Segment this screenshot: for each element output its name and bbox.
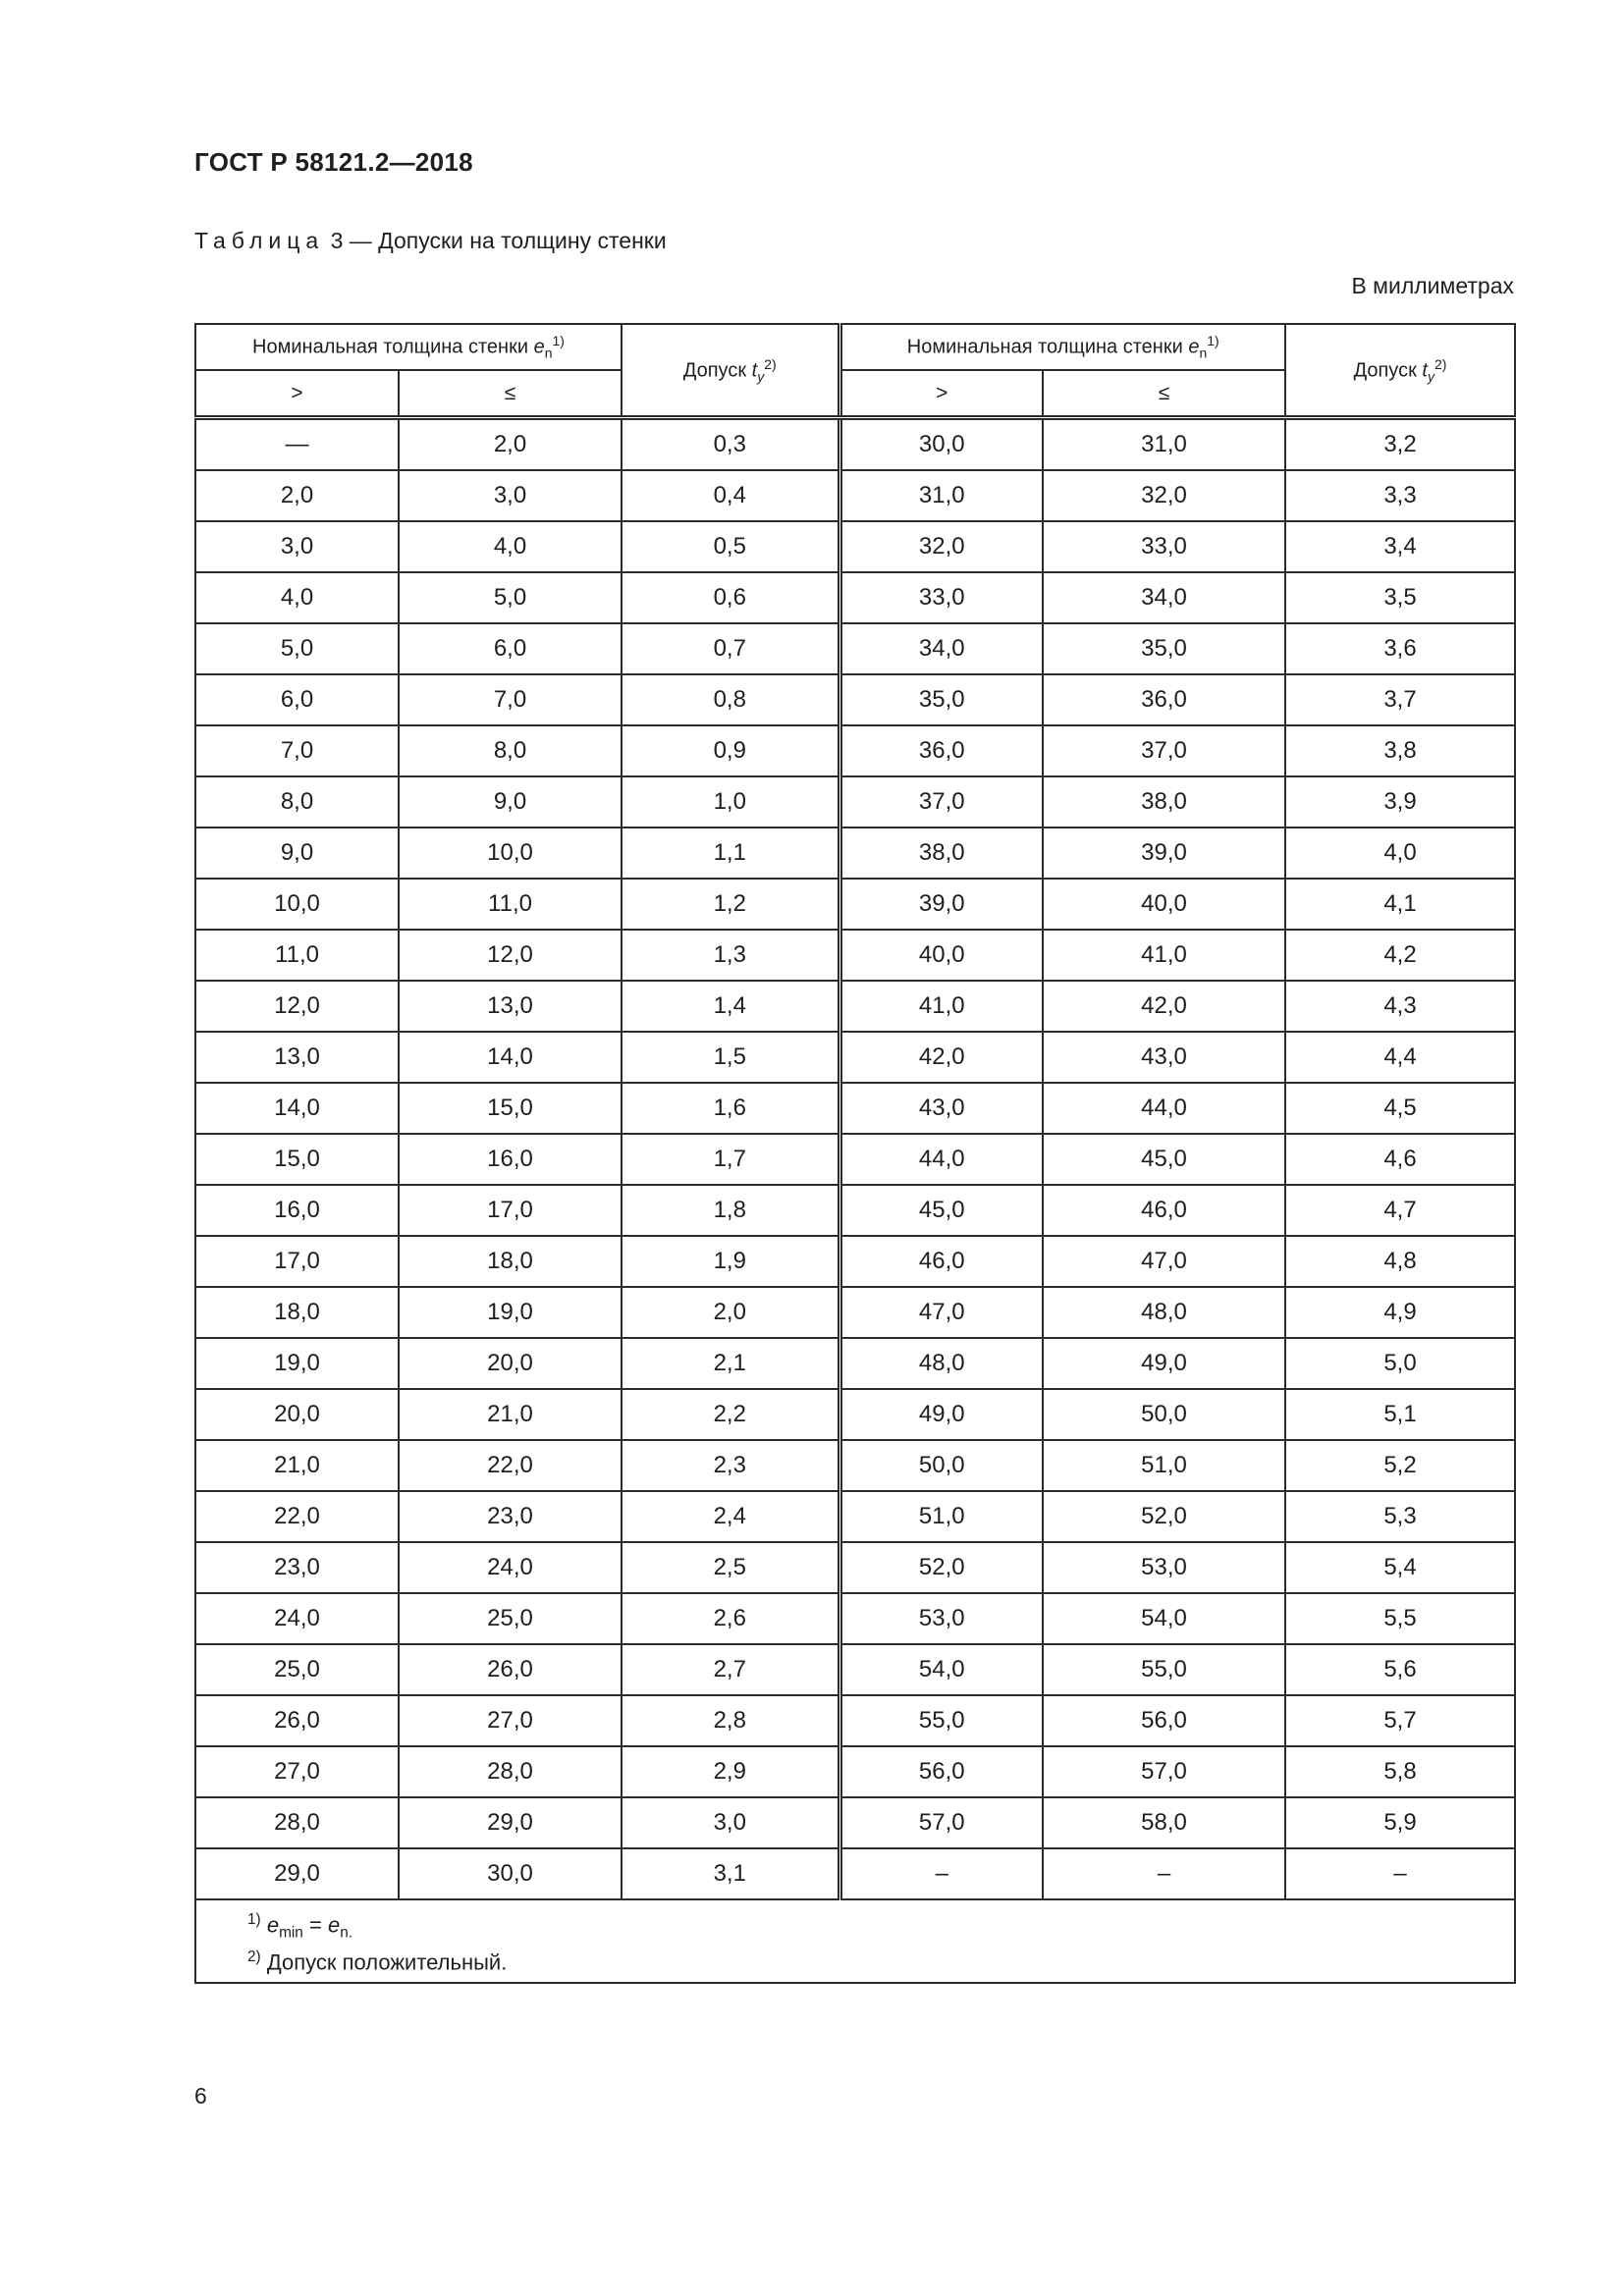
table-cell: 5,0	[399, 572, 622, 623]
table-cell: 2,3	[622, 1440, 839, 1491]
table-cell: 52,0	[839, 1542, 1043, 1593]
table-cell: 5,3	[1285, 1491, 1515, 1542]
table-cell: 4,7	[1285, 1185, 1515, 1236]
less-equal-header-right: ≤	[1043, 370, 1285, 418]
table-cell: 37,0	[839, 776, 1043, 828]
table-cell: 38,0	[1043, 776, 1285, 828]
table-cell: 4,0	[399, 521, 622, 572]
table-cell: 5,7	[1285, 1695, 1515, 1746]
table-cell: 2,2	[622, 1389, 839, 1440]
table-cell: 56,0	[839, 1746, 1043, 1797]
table-caption-title: 3 — Допуски на толщину стенки	[330, 228, 667, 253]
table-cell: 41,0	[839, 981, 1043, 1032]
table-cell: 43,0	[1043, 1032, 1285, 1083]
table-cell: 44,0	[1043, 1083, 1285, 1134]
table-cell: 6,0	[195, 674, 399, 725]
table-cell: 52,0	[1043, 1491, 1285, 1542]
table-cell: 5,9	[1285, 1797, 1515, 1848]
tolerance-table	[194, 323, 1516, 1984]
table-row	[195, 1134, 1515, 1185]
table-cell: 2,9	[622, 1746, 839, 1797]
nominal-thickness-header-left: Номинальная толщина стенки $e_n^{1)}$	[195, 324, 622, 370]
table-cell: 23,0	[399, 1491, 622, 1542]
table-cell: 44,0	[839, 1134, 1043, 1185]
table-cell: 5,2	[1285, 1440, 1515, 1491]
table-cell: 56,0	[1043, 1695, 1285, 1746]
table-row	[195, 1644, 1515, 1695]
table-cell: 3,9	[1285, 776, 1515, 828]
table-cell: 53,0	[1043, 1542, 1285, 1593]
note-1: $^{1)}$ $e_{min} = e_{n.}$	[247, 1911, 353, 1942]
table-cell: 3,0	[399, 470, 622, 521]
table-cell: 45,0	[1043, 1134, 1285, 1185]
table-cell: 1,1	[622, 828, 839, 879]
table-cell: —	[195, 418, 399, 471]
table-cell: 4,6	[1285, 1134, 1515, 1185]
table-row	[195, 879, 1515, 930]
table-cell: 1,8	[622, 1185, 839, 1236]
table-cell: 0,8	[622, 674, 839, 725]
table-cell: 4,1	[1285, 879, 1515, 930]
table-cell: 1,7	[622, 1134, 839, 1185]
table-cell: 4,8	[1285, 1236, 1515, 1287]
table-body	[195, 418, 1515, 1984]
table-cell: 3,6	[1285, 623, 1515, 674]
document-code: ГОСТ Р 58121.2—2018	[194, 147, 473, 177]
table-cell: –	[1043, 1848, 1285, 1899]
table-cell: 36,0	[1043, 674, 1285, 725]
table-cell: 19,0	[195, 1338, 399, 1389]
table-row	[195, 1491, 1515, 1542]
table-cell: 31,0	[1043, 418, 1285, 471]
table-cell: 14,0	[399, 1032, 622, 1083]
table-cell: 1,3	[622, 930, 839, 981]
table-cell: 6,0	[399, 623, 622, 674]
table-notes	[195, 1899, 1515, 1983]
table-cell: 12,0	[399, 930, 622, 981]
table-cell: 4,2	[1285, 930, 1515, 981]
table-row	[195, 1797, 1515, 1848]
table-cell: 3,1	[622, 1848, 839, 1899]
table-cell: 43,0	[839, 1083, 1043, 1134]
table-cell: 42,0	[1043, 981, 1285, 1032]
table-cell: 25,0	[195, 1644, 399, 1695]
table-cell: 20,0	[195, 1389, 399, 1440]
table-cell: 33,0	[1043, 521, 1285, 572]
table-row	[195, 1695, 1515, 1746]
table-cell: 4,4	[1285, 1032, 1515, 1083]
table-cell: 13,0	[399, 981, 622, 1032]
table-cell: 46,0	[1043, 1185, 1285, 1236]
table-cell: 4,9	[1285, 1287, 1515, 1338]
table-cell: 57,0	[1043, 1746, 1285, 1797]
table-cell: 0,4	[622, 470, 839, 521]
table-caption	[194, 228, 667, 254]
table-cell: 55,0	[839, 1695, 1043, 1746]
table-row	[195, 674, 1515, 725]
table-cell: 31,0	[839, 470, 1043, 521]
table-cell: 58,0	[1043, 1797, 1285, 1848]
table-cell: 0,9	[622, 725, 839, 776]
table-cell: 4,0	[1285, 828, 1515, 879]
table-cell: 1,4	[622, 981, 839, 1032]
table-cell: 45,0	[839, 1185, 1043, 1236]
table-cell: 26,0	[195, 1695, 399, 1746]
table-cell: 3,4	[1285, 521, 1515, 572]
table-cell: 9,0	[399, 776, 622, 828]
units-note: В миллиметрах	[1351, 273, 1514, 298]
table-cell: 3,8	[1285, 725, 1515, 776]
table-cell: 17,0	[399, 1185, 622, 1236]
table-cell: 21,0	[195, 1440, 399, 1491]
table-cell: 15,0	[195, 1134, 399, 1185]
greater-than-header-right: >	[839, 370, 1043, 418]
table-row	[195, 1542, 1515, 1593]
table-cell: 40,0	[839, 930, 1043, 981]
table-cell: 39,0	[1043, 828, 1285, 879]
table-cell: 46,0	[839, 1236, 1043, 1287]
table-row	[195, 1848, 1515, 1899]
table-cell: 13,0	[195, 1032, 399, 1083]
table-cell: 5,5	[1285, 1593, 1515, 1644]
table-cell: 14,0	[195, 1083, 399, 1134]
page-number: 6	[194, 2083, 207, 2109]
table-row	[195, 930, 1515, 981]
table-cell: 24,0	[399, 1542, 622, 1593]
table-row	[195, 1746, 1515, 1797]
table-cell: 4,0	[195, 572, 399, 623]
table-cell: 34,0	[839, 623, 1043, 674]
table-cell: 34,0	[1043, 572, 1285, 623]
table-row	[195, 1032, 1515, 1083]
table-cell: 2,0	[195, 470, 399, 521]
table-cell: 2,8	[622, 1695, 839, 1746]
table-cell: 55,0	[1043, 1644, 1285, 1695]
table-cell: –	[839, 1848, 1043, 1899]
table-cell: –	[1285, 1848, 1515, 1899]
table-cell: 49,0	[839, 1389, 1043, 1440]
table-cell: 7,0	[399, 674, 622, 725]
table-cell: 2,0	[399, 418, 622, 471]
table-cell: 27,0	[195, 1746, 399, 1797]
table-cell: 3,7	[1285, 674, 1515, 725]
table-cell: 28,0	[195, 1797, 399, 1848]
table-cell: 29,0	[195, 1848, 399, 1899]
nominal-thickness-header-right: Номинальная толщина стенки $e_n^{1)}$	[839, 324, 1285, 370]
table-cell: 5,1	[1285, 1389, 1515, 1440]
table-cell: 42,0	[839, 1032, 1043, 1083]
table-cell: 38,0	[839, 828, 1043, 879]
table-cell: 19,0	[399, 1287, 622, 1338]
table-cell: 17,0	[195, 1236, 399, 1287]
table-cell: 26,0	[399, 1644, 622, 1695]
table-cell: 15,0	[399, 1083, 622, 1134]
table-cell: 57,0	[839, 1797, 1043, 1848]
table-cell: 35,0	[839, 674, 1043, 725]
table-cell: 5,6	[1285, 1644, 1515, 1695]
table-cell: 3,2	[1285, 418, 1515, 471]
table-row	[195, 1593, 1515, 1644]
table-cell: 28,0	[399, 1746, 622, 1797]
table-cell: 50,0	[1043, 1389, 1285, 1440]
table-row	[195, 1389, 1515, 1440]
table-cell: 18,0	[195, 1287, 399, 1338]
tolerance-header-left: Допуск $t_y^{2)}$	[622, 324, 839, 418]
table-row	[195, 828, 1515, 879]
table-cell: 22,0	[399, 1440, 622, 1491]
table-cell: 53,0	[839, 1593, 1043, 1644]
table-cell: 2,4	[622, 1491, 839, 1542]
table-row	[195, 521, 1515, 572]
note-2: $^{2)}$ Допуск положительный.	[247, 1948, 508, 1975]
table-cell: 2,5	[622, 1542, 839, 1593]
table-cell: 8,0	[399, 725, 622, 776]
table-cell: 32,0	[839, 521, 1043, 572]
table-cell: 12,0	[195, 981, 399, 1032]
table-cell: 1,5	[622, 1032, 839, 1083]
table-row	[195, 725, 1515, 776]
table-cell: 48,0	[839, 1338, 1043, 1389]
less-equal-header-left: ≤	[399, 370, 622, 418]
table-cell: 3,0	[195, 521, 399, 572]
table-cell: 1,0	[622, 776, 839, 828]
table-cell: 5,4	[1285, 1542, 1515, 1593]
table-cell: 4,3	[1285, 981, 1515, 1032]
table-cell: 1,2	[622, 879, 839, 930]
table-cell: 5,0	[1285, 1338, 1515, 1389]
table-cell: 0,7	[622, 623, 839, 674]
table-cell: 21,0	[399, 1389, 622, 1440]
table-row	[195, 1440, 1515, 1491]
table-cell: 2,0	[622, 1287, 839, 1338]
table-cell: 5,0	[195, 623, 399, 674]
table-row	[195, 1338, 1515, 1389]
table-cell: 33,0	[839, 572, 1043, 623]
table-cell: 2,6	[622, 1593, 839, 1644]
table-cell: 36,0	[839, 725, 1043, 776]
table-cell: 11,0	[399, 879, 622, 930]
table-cell: 10,0	[195, 879, 399, 930]
table-row	[195, 623, 1515, 674]
table-cell: 16,0	[399, 1134, 622, 1185]
table-cell: 54,0	[839, 1644, 1043, 1695]
table-cell: 27,0	[399, 1695, 622, 1746]
table-cell: 1,9	[622, 1236, 839, 1287]
header-row	[195, 324, 1515, 370]
table-cell: 0,6	[622, 572, 839, 623]
table-cell: 47,0	[839, 1287, 1043, 1338]
table-cell: 10,0	[399, 828, 622, 879]
table-row	[195, 1287, 1515, 1338]
table-cell: 0,3	[622, 418, 839, 471]
table-cell: 51,0	[839, 1491, 1043, 1542]
table-cell: 8,0	[195, 776, 399, 828]
table-cell: 30,0	[839, 418, 1043, 471]
table-cell: 20,0	[399, 1338, 622, 1389]
table-cell: 1,6	[622, 1083, 839, 1134]
table-row	[195, 1185, 1515, 1236]
table-cell: 50,0	[839, 1440, 1043, 1491]
table-row	[195, 470, 1515, 521]
table-cell: 0,5	[622, 521, 839, 572]
table-cell: 30,0	[399, 1848, 622, 1899]
table-row	[195, 1083, 1515, 1134]
table-cell: 25,0	[399, 1593, 622, 1644]
table-cell: 49,0	[1043, 1338, 1285, 1389]
table-cell: 2,1	[622, 1338, 839, 1389]
table-cell: 40,0	[1043, 879, 1285, 930]
table-cell: 41,0	[1043, 930, 1285, 981]
notes-row	[195, 1899, 1515, 1983]
table-cell: 35,0	[1043, 623, 1285, 674]
greater-than-header-left: >	[195, 370, 399, 418]
table-cell: 3,0	[622, 1797, 839, 1848]
table-row	[195, 572, 1515, 623]
table-cell: 7,0	[195, 725, 399, 776]
table-cell: 18,0	[399, 1236, 622, 1287]
table-cell: 5,8	[1285, 1746, 1515, 1797]
table-cell: 48,0	[1043, 1287, 1285, 1338]
table-cell: 16,0	[195, 1185, 399, 1236]
table-cell: 29,0	[399, 1797, 622, 1848]
table-cell: 39,0	[839, 879, 1043, 930]
table-cell: 4,5	[1285, 1083, 1515, 1134]
table-cell: 3,3	[1285, 470, 1515, 521]
table-cell: 51,0	[1043, 1440, 1285, 1491]
table-cell: 9,0	[195, 828, 399, 879]
table-cell: 47,0	[1043, 1236, 1285, 1287]
table-cell: 24,0	[195, 1593, 399, 1644]
table-row	[195, 1236, 1515, 1287]
table-row	[195, 418, 1515, 471]
table-cell: 23,0	[195, 1542, 399, 1593]
table-cell: 2,7	[622, 1644, 839, 1695]
table-caption-word: Таблица	[194, 228, 325, 253]
tolerance-header-right: Допуск $t_y^{2)}$	[1285, 324, 1515, 418]
table-cell: 3,5	[1285, 572, 1515, 623]
table-cell: 11,0	[195, 930, 399, 981]
table-cell: 22,0	[195, 1491, 399, 1542]
table-cell: 32,0	[1043, 470, 1285, 521]
table-cell: 54,0	[1043, 1593, 1285, 1644]
table-cell: 37,0	[1043, 725, 1285, 776]
table-row	[195, 776, 1515, 828]
table-row	[195, 981, 1515, 1032]
